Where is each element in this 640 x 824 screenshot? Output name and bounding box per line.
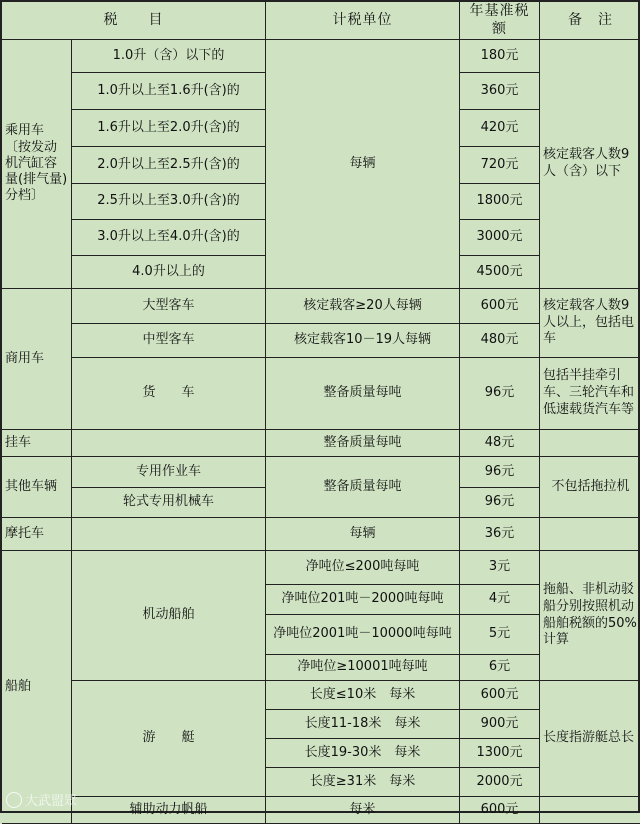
passenger-amount: 3000元 — [460, 220, 540, 256]
other-item: 专用作业车 — [72, 457, 266, 488]
passenger-item: 1.0升以上至1.6升(含)的 — [72, 73, 266, 110]
vessel-yacht-amount: 1300元 — [460, 739, 540, 768]
trailer-note — [540, 430, 640, 457]
passenger-amount: 180元 — [460, 40, 540, 73]
commercial-unit: 核定载客≥20人每辆 — [266, 289, 460, 324]
vessel-sail-unit: 每米 — [266, 797, 460, 824]
passenger-item: 3.0升以上至4.0升(含)的 — [72, 220, 266, 256]
commercial-amount: 600元 — [460, 289, 540, 324]
motorcycle-note — [540, 518, 640, 551]
vessel-yacht-amount: 2000元 — [460, 768, 540, 797]
vessel-yacht-unit: 长度≥31米 每米 — [266, 768, 460, 797]
trailer-unit: 整备质量每吨 — [266, 430, 460, 457]
header-unit: 计税单位 — [266, 2, 460, 40]
passenger-item: 2.5升以上至3.0升(含)的 — [72, 184, 266, 220]
vessel-yacht-amount: 900元 — [460, 710, 540, 739]
other-note: 不包括拖拉机 — [540, 457, 640, 518]
vessel-yacht-unit: 长度11-18米 每米 — [266, 710, 460, 739]
category-commercial: 商用车 — [2, 289, 72, 430]
vessel-motor-amount: 6元 — [460, 655, 540, 681]
vessel-motor-unit: 净吨位≤200吨每吨 — [266, 551, 460, 585]
commercial-amount: 480元 — [460, 324, 540, 358]
watermark-text: 大武盟眾 — [25, 794, 78, 809]
header-amount: 年基准税额 — [460, 2, 540, 40]
other-amount: 96元 — [460, 457, 540, 488]
vessel-sail-amount: 600元 — [460, 797, 540, 824]
motorcycle-unit: 每辆 — [266, 518, 460, 551]
passenger-unit: 每辆 — [266, 40, 460, 289]
vessel-yacht-note: 长度指游艇总长 — [540, 681, 640, 797]
commercial-item: 中型客车 — [72, 324, 266, 358]
commercial-unit: 核定载客10－19人每辆 — [266, 324, 460, 358]
category-trailer: 挂车 — [2, 430, 72, 457]
passenger-amount: 1800元 — [460, 184, 540, 220]
vessel-yacht-unit: 长度19-30米 每米 — [266, 739, 460, 768]
vessel-motor-amount: 5元 — [460, 615, 540, 655]
vessel-motor-note: 拖船、非机动驳船分别按照机动船舶税额的50%计算 — [540, 551, 640, 681]
other-unit: 整备质量每吨 — [266, 457, 460, 518]
vessel-motor-unit: 净吨位≥10001吨每吨 — [266, 655, 460, 681]
watermark-logo-icon — [6, 792, 22, 808]
passenger-item: 2.0升以上至2.5升(含)的 — [72, 147, 266, 184]
trailer-amount: 48元 — [460, 430, 540, 457]
commercial-truck-note: 包括半挂牵引车、三轮汽车和低速载货汽车等 — [540, 358, 640, 430]
passenger-item: 4.0升以上的 — [72, 256, 266, 289]
motorcycle-amount: 36元 — [460, 518, 540, 551]
vessel-motor-unit: 净吨位201吨－2000吨每吨 — [266, 585, 460, 615]
other-amount: 96元 — [460, 488, 540, 518]
vessel-motor-amount: 4元 — [460, 585, 540, 615]
vessel-yacht-item: 游 艇 — [72, 681, 266, 797]
commercial-amount: 96元 — [460, 358, 540, 430]
category-motorcycle: 摩托车 — [2, 518, 72, 551]
passenger-amount: 720元 — [460, 147, 540, 184]
vessel-motor-item: 机动船舶 — [72, 551, 266, 681]
vessel-motor-amount: 3元 — [460, 551, 540, 585]
motorcycle-item — [72, 518, 266, 551]
header-note: 备 注 — [540, 2, 640, 40]
vessel-sail-note — [540, 797, 640, 824]
passenger-note: 核定载客人数9人（含）以下 — [540, 40, 640, 289]
category-vessel: 船舶 — [2, 551, 72, 824]
passenger-amount: 360元 — [460, 73, 540, 110]
passenger-amount: 4500元 — [460, 256, 540, 289]
category-other: 其他车辆 — [2, 457, 72, 518]
commercial-item: 货 车 — [72, 358, 266, 430]
passenger-amount: 420元 — [460, 110, 540, 147]
vessel-sail-item: 辅助动力帆船 — [72, 797, 266, 824]
vessel-yacht-amount: 600元 — [460, 681, 540, 710]
other-item: 轮式专用机械车 — [72, 488, 266, 518]
watermark — [6, 790, 77, 809]
passenger-item: 1.6升以上至2.0升(含)的 — [72, 110, 266, 147]
trailer-item — [72, 430, 266, 457]
commercial-item: 大型客车 — [72, 289, 266, 324]
passenger-item: 1.0升（含）以下的 — [72, 40, 266, 73]
vessel-motor-unit: 净吨位2001吨－10000吨每吨 — [266, 615, 460, 655]
commercial-unit: 整备质量每吨 — [266, 358, 460, 430]
header-item: 税 目 — [2, 2, 266, 40]
category-passenger: 乘用车〔按发动机汽缸容量(排气量)分档〕 — [2, 40, 72, 289]
vessel-yacht-unit: 长度≤10米 每米 — [266, 681, 460, 710]
commercial-bus-note: 核定载客人数9人以上，包括电车 — [540, 289, 640, 358]
